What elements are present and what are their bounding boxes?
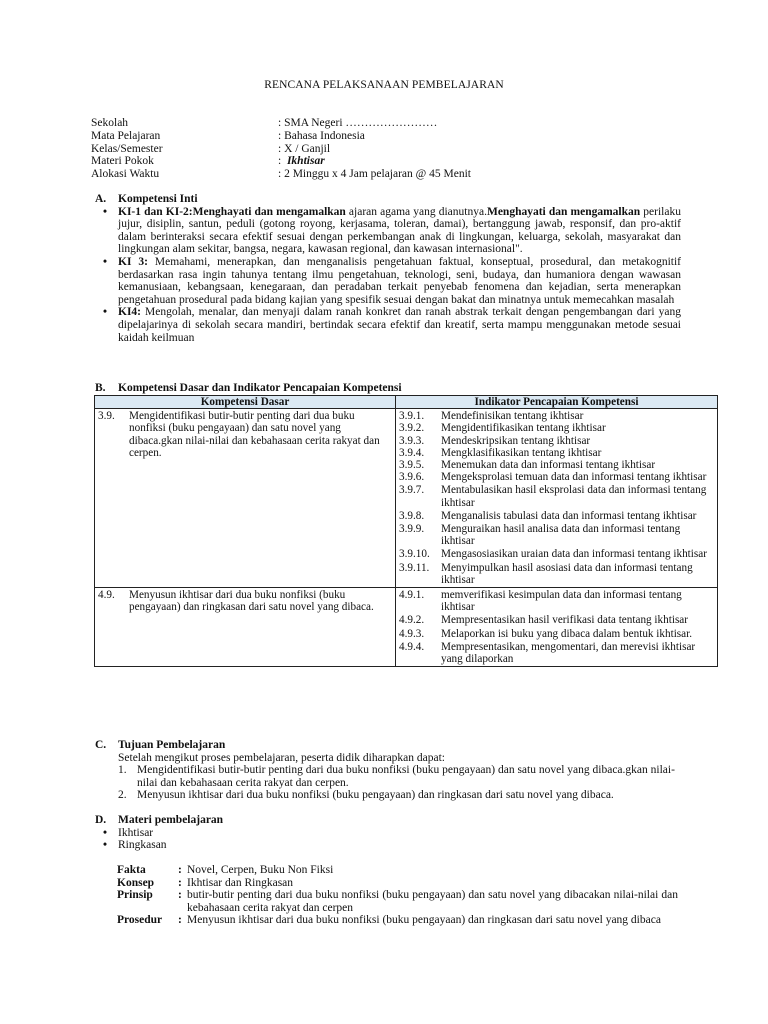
- ki-text: perilaku jujur, disiplin, santun, peduli (gotong royong, kerjasama, toleran, damai), bertanggung jawab, responsif, dan pro-aktif dalam berinteraksi secara efektif sesuai dengan perkembangan anak di lingkungan, keluarga, sekolah, masyarakat dan lingkungan alam sekitar, bangsa, negara, kawasan regional, dan kawasan internasional".: [118, 205, 681, 256]
- indicator-cell: [396, 409, 718, 588]
- indicator-text: Mempresentasikan, mengomentari, dan merevisi ikhtisar yang dilaporkan: [441, 640, 696, 666]
- indicator-number: 3.9.4.: [399, 446, 425, 459]
- indicator-number: 4.9.3.: [399, 627, 425, 640]
- list-item: • Ringkasan: [95, 839, 679, 852]
- list-item: [118, 789, 679, 802]
- identity-label: Alokasi Waktu: [91, 168, 160, 181]
- indicator-number: 4.9.2.: [399, 614, 425, 627]
- indicator-text: Menguraikan hasil analisa data dan informasi tentang ikhtisar: [441, 523, 681, 548]
- detail-colon: :: [178, 864, 182, 876]
- indicator-item: [399, 435, 715, 447]
- indicator-text: Mengklasifikasikan tentang ikhtisar: [441, 446, 602, 459]
- section-kompetensi-dasar: [95, 382, 402, 395]
- list-number: 2.: [118, 789, 127, 802]
- kd-cell: [95, 588, 396, 667]
- indicator-text: Melaporkan isi buku yang dibaca dalam bentuk ikhtisar.: [441, 627, 693, 640]
- identity-label: Sekolah: [91, 117, 129, 129]
- indicator-cell: [396, 588, 718, 667]
- document-title: RENCANA PELAKSANAAN PEMBELAJARAN: [264, 79, 504, 91]
- tujuan-list: [95, 764, 679, 802]
- indicator-number: 3.9.9.: [399, 523, 425, 536]
- identity-value: : SMA Negeri ……………………: [278, 117, 438, 129]
- section-title: Kompetensi Dasar dan Indikator Pencapaian Kompetensi: [118, 382, 402, 394]
- indicator-text: Mentabulasikan hasil eksprolasi data dan informasi tentang ikhtisar: [441, 484, 707, 509]
- kd-text: Mengidentifikasi butir-butir penting dari dua buku nonfiksi (buku pengayaan) dan satu novel yang dibaca.gkan nilai-nilai dan kebahasaan cerita rakyat dan cerpen.: [129, 410, 380, 459]
- identity-label: Kelas/Semester: [91, 142, 163, 155]
- indicator-item: [399, 548, 715, 560]
- kd-table: [94, 395, 718, 667]
- identity-row-mapel: [91, 130, 471, 143]
- section-heading: [95, 193, 681, 206]
- section-heading: [95, 814, 679, 827]
- section-heading: [95, 739, 679, 752]
- ki-bold: KI-1 dan KI-2:Menghayati dan mengamalkan: [118, 205, 346, 218]
- kd-item: [98, 589, 393, 613]
- indicator-item: [399, 447, 715, 459]
- kd-text: Menyusun ikhtisar dari dua buku nonfiksi (buku pengayaan) dan ringkasan dari satu novel yang dibaca.: [129, 589, 374, 614]
- detail-colon: :: [178, 914, 182, 927]
- detail-key: Prinsip: [117, 889, 153, 902]
- indicator-number: 3.9.2.: [399, 422, 425, 435]
- kd-number: 4.9.: [98, 589, 115, 602]
- ki-list: [95, 206, 681, 345]
- indicator-text: Mendeskripsikan tentang ikhtisar: [441, 434, 591, 447]
- table-row: [95, 588, 718, 667]
- indicator-item: [399, 589, 715, 613]
- list-item: [95, 206, 681, 256]
- column-header-ipk: Indikator Pencapaian Kompetensi: [396, 396, 718, 409]
- indicator-item: [399, 410, 715, 422]
- indicator-item: [399, 459, 715, 471]
- indicator-number: 3.9.6.: [399, 471, 425, 484]
- table-header-row: [95, 396, 718, 409]
- section-letter: D.: [95, 814, 107, 826]
- indicator-item: [399, 484, 715, 508]
- detail-key: Fakta: [117, 864, 146, 876]
- identity-row-alokasi: [91, 168, 471, 181]
- materi-list: [95, 827, 679, 852]
- detail-value: Novel, Cerpen, Buku Non Fiksi: [187, 864, 334, 876]
- ki-bold: Menghayati dan mengamalkan: [486, 205, 641, 218]
- detail-row-prinsip: [117, 889, 678, 914]
- indicator-text: Mempresentasikan hasil verifikasi data tentang ikhtisar: [441, 614, 688, 627]
- detail-colon: :: [178, 889, 182, 902]
- detail-colon: :: [178, 876, 182, 889]
- indicator-text: Mengidentifikasikan tentang ikhtisar: [441, 422, 606, 435]
- tujuan-intro: Setelah mengikut proses pembelajaran, peserta didik diharapkan dapat:: [118, 751, 445, 764]
- section-kompetensi-inti: [95, 193, 681, 344]
- kd-item: [98, 410, 393, 459]
- identity-value-prefix: :: [278, 155, 287, 168]
- identity-value: : 2 Minggu x 4 Jam pelajaran @ 45 Menit: [278, 168, 471, 181]
- list-text: Menyusun ikhtisar dari dua buku nonfiksi (buku pengayaan) dan ringkasan dari satu novel yang dibaca.: [137, 789, 614, 802]
- detail-key: Konsep: [117, 876, 155, 889]
- section-heading: [95, 382, 402, 395]
- identity-row-sekolah: [91, 117, 471, 130]
- detail-value: Ikhtisar dan Ringkasan: [187, 876, 294, 889]
- identity-value: : Bahasa Indonesia: [278, 129, 365, 142]
- list-text: Mengidentifikasi butir-butir penting dari dua buku nonfiksi (buku pengayaan) dan satu novel yang dibaca.gkan nilai-nilai dan kebahasaan cerita rakyat dan cerpen.: [137, 764, 675, 789]
- identity-row-kelas: [91, 143, 471, 156]
- indicator-number: 3.9.8.: [399, 509, 425, 522]
- indicator-text: Mengeksprolasi temuan data dan informasi tentang ikhtisar: [441, 471, 707, 484]
- indicator-text: Mengasosiasikan uraian data dan informasi tentang ikhtisar: [441, 548, 707, 561]
- detail-key: Prosedur: [117, 914, 163, 927]
- identity-label: Mata Pelajaran: [91, 129, 161, 142]
- list-item: [95, 306, 681, 344]
- indicator-number: 3.9.7.: [399, 484, 425, 497]
- indicator-item: [399, 614, 715, 626]
- section-title: Tujuan Pembelajaran: [118, 739, 226, 751]
- indicator-number: 3.9.10.: [399, 548, 430, 561]
- list-item: [95, 256, 681, 306]
- list-item: [118, 764, 679, 789]
- indicator-text: Menyimpulkan hasil asosiasi data dan informasi tentang ikhtisar: [441, 561, 693, 586]
- indicator-number: 3.9.3.: [399, 434, 425, 447]
- indicator-number: 4.9.4.: [399, 640, 425, 653]
- ki-text: ajaran agama yang dianutnya.: [345, 205, 487, 218]
- indicator-text: Mendefinisikan tentang ikhtisar: [441, 410, 584, 423]
- materi-details: [117, 864, 678, 927]
- ki-text: Memahami, menerapkan, dan menganalisis pengetahuan faktual, konseptual, prosedural, dan metakognitif berdasarkan rasa ingin tahunya tentang ilmu pengetahuan, teknologi, seni, budaya, dan humaniora dengan wawasan kemanusiaan, kebangsaan, kenegaraan, dan peradaban terkait penyebab fenomena dan kejadian, serta menerapkan pengetahuan prosedural pada bidang kajian yang spesifik sesuai dengan bakat dan minatnya untuk memecahkan masalah: [118, 255, 681, 306]
- indicator-item: [399, 523, 715, 547]
- indicator-item: [399, 562, 715, 586]
- section-letter: B.: [95, 382, 106, 394]
- section-letter: A.: [95, 193, 107, 205]
- column-header-kd: Kompetensi Dasar: [95, 396, 396, 409]
- identity-row-materi: [91, 155, 471, 168]
- list-number: 1.: [118, 764, 127, 777]
- section-title: Kompetensi Inti: [118, 193, 198, 205]
- indicator-text: Menemukan data dan informasi tentang ikhtisar: [441, 459, 656, 472]
- ki-bold: KI4:: [118, 306, 141, 319]
- identity-label: Materi Pokok: [91, 155, 154, 168]
- indicator-text: memverifikasi kesimpulan data dan informasi tentang ikhtisar: [441, 589, 682, 614]
- indicator-number: 3.9.1.: [399, 410, 425, 423]
- indicator-item: [399, 641, 715, 665]
- detail-row-prosedur: [117, 914, 678, 927]
- detail-value: Menyusun ikhtisar dari dua buku nonfiksi (buku pengayaan) dan ringkasan dari satu novel yang dibaca: [187, 914, 661, 927]
- list-item: • Ikhtisar: [95, 827, 679, 840]
- section-materi: [95, 814, 679, 852]
- detail-value: butir-butir penting dari dua buku nonfiksi (buku pengayaan) dan satu novel yang dibacakan nilai-nilai dan kebahasaan cerita rakyat dan cerpen: [187, 889, 678, 914]
- section-tujuan: [95, 739, 679, 802]
- kd-cell: [95, 409, 396, 588]
- identity-value: : X / Ganjil: [278, 142, 331, 155]
- section-letter: C.: [95, 739, 107, 751]
- ki-text: Mengolah, menalar, dan menyaji dalam ranah konkret dan ranah abstrak terkait dengan pengembangan dari yang dipelajarinya di sekolah secara mandiri, bertindak secara efektif dan kreatif, serta mampu menggunakan metode sesuai kaidah keilmuan: [118, 306, 681, 344]
- identity-value: Ikhtisar: [286, 155, 325, 168]
- indicator-text: Menganalisis tabulasi data dan informasi tentang ikhtisar: [441, 509, 697, 522]
- indicator-number: 4.9.1.: [399, 589, 425, 602]
- kd-number: 3.9.: [98, 410, 115, 423]
- table-row: [95, 409, 718, 588]
- detail-row-fakta: [117, 864, 678, 877]
- section-title: Materi pembelajaran: [118, 814, 224, 826]
- indicator-number: 3.9.11.: [399, 561, 430, 574]
- indicator-item: [399, 422, 715, 434]
- indicator-item: [399, 510, 715, 522]
- ki-bold: KI 3:: [118, 255, 148, 268]
- indicator-number: 3.9.5.: [399, 459, 425, 472]
- indicator-item: [399, 628, 715, 640]
- indicator-item: [399, 471, 715, 483]
- identity-block: [91, 117, 471, 181]
- detail-row-konsep: [117, 877, 678, 890]
